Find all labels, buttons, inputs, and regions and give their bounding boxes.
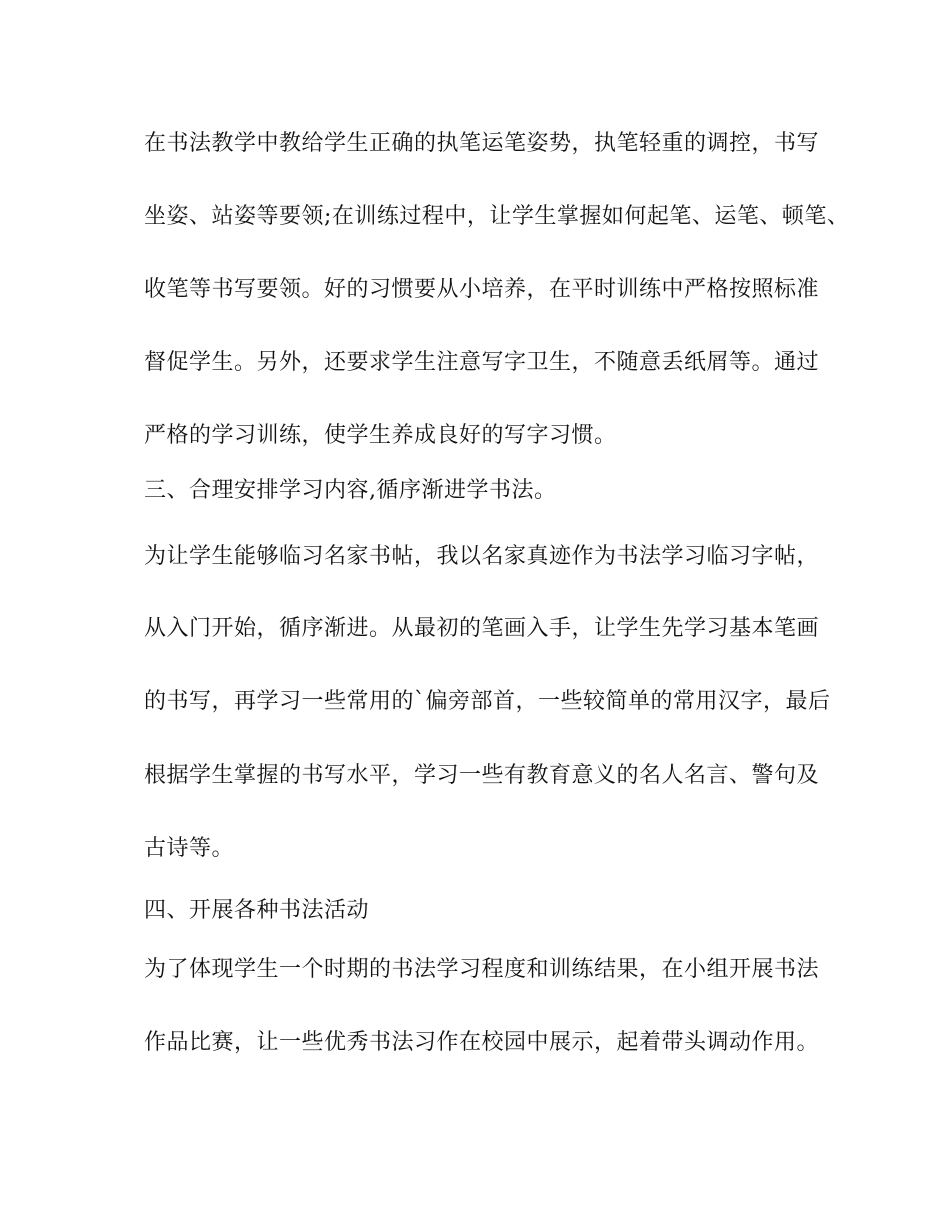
paragraph-line: 收笔等书写要领。好的习惯要从小培养，在平时训练中严格按照标准: [144, 277, 820, 302]
paragraph-line: 坐姿、站姿等要领;在训练过程中，让学生掌握如何起笔、运笔、顿笔、: [144, 204, 850, 229]
section-heading: 三、合理安排学习内容,循序渐进学书法。: [144, 478, 557, 503]
paragraph-line: 从入门开始，循序渐进。从最初的笔画入手，让学生先学习基本笔画: [144, 616, 820, 641]
paragraph-line: 督促学生。另外，还要求学生注意写字卫生，不随意丢纸屑等。通过: [144, 350, 820, 375]
paragraph-line: 在书法教学中教给学生正确的执笔运笔姿势，执笔轻重的调控，书写: [144, 131, 820, 156]
paragraph-line: 作品比赛，让一些优秀书法习作在校园中展示，起着带头调动作用。: [144, 1030, 820, 1055]
paragraph-line: 古诗等。: [144, 836, 235, 861]
paragraph-line: 根据学生掌握的书写水平，学习一些有教育意义的名人名言、警句及: [144, 763, 820, 788]
paragraph-line: 严格的学习训练，使学生养成良好的写字习惯。: [144, 423, 617, 448]
paragraph-line: 的书写，再学习一些常用的`偏旁部首，一些较简单的常用汉字，最后: [144, 689, 831, 714]
paragraph-line: 为让学生能够临习名家书帖，我以名家真迹作为书法学习临习字帖，: [144, 544, 820, 569]
section-heading: 四、开展各种书法活动: [144, 898, 370, 923]
paragraph-line: 为了体现学生一个时期的书法学习程度和训练结果，在小组开展书法: [144, 957, 820, 982]
